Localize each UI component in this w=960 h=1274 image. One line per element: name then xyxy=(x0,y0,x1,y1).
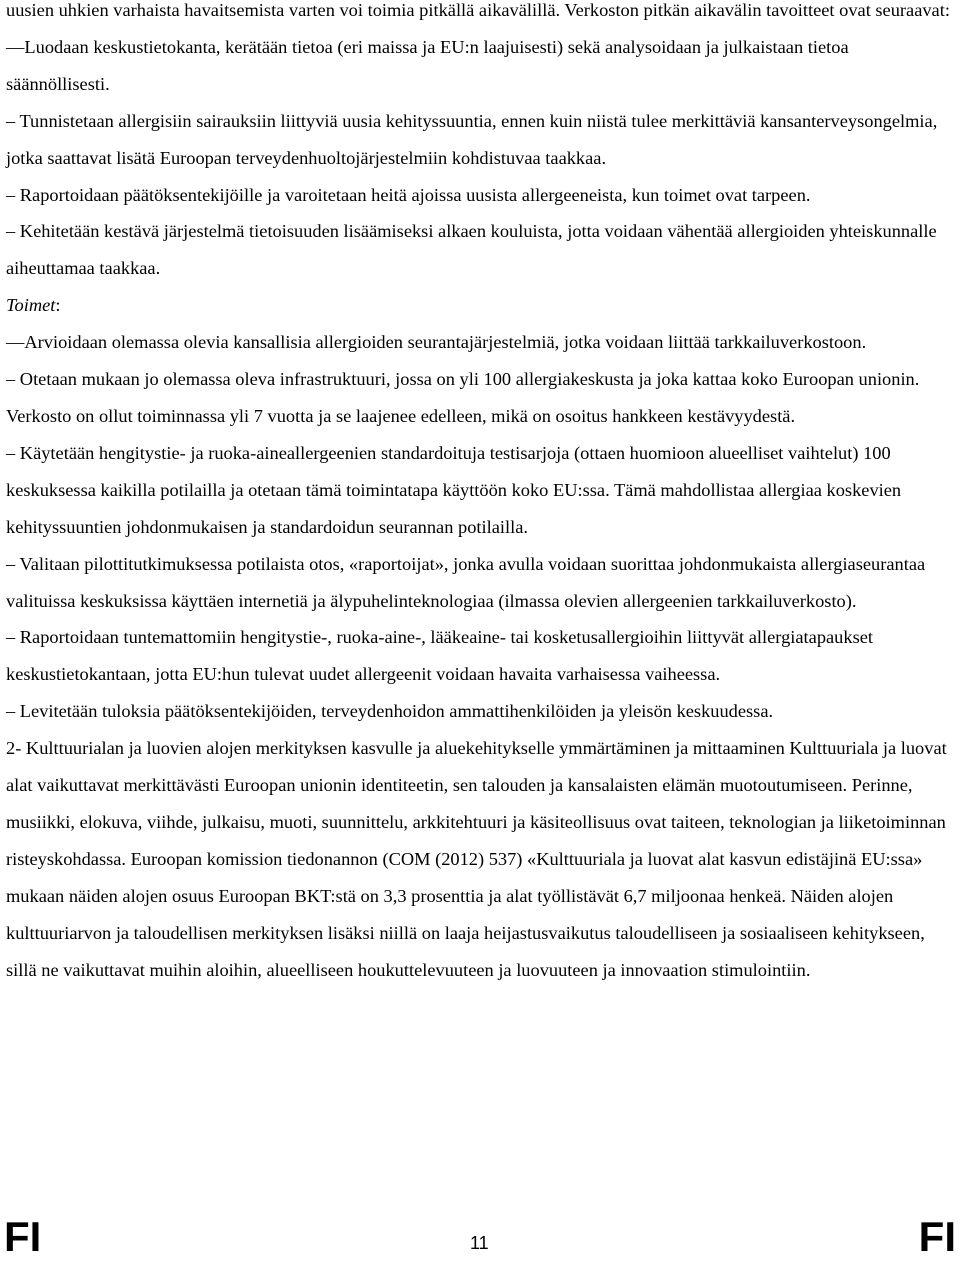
paragraph-pilot-study: – Valitaan pilottitutkimuksessa potilaista otos, «raportoijat», jonka avulla voidaan suorittaa johdonmukaista allergiaseurantaa valituissa keskuksissa käyttäen internetiä ja älypuhelinteknologiaa (ilmassa olevien allergeenien tarkkailuverkosto). xyxy=(6,553,926,611)
footer-language-code-right: FI xyxy=(918,1213,956,1260)
paragraph-infrastructure: – Otetaan mukaan jo olemassa oleva infrastruktuuri, jossa on yli 100 allergiakeskusta ja joka kattaa koko Euroopan unionin. Verkosto on ollut toiminnassa yli 7 vuotta ja se laajenee edelleen, mikä on osoitus hankkeen kestävyydestä. xyxy=(6,369,920,426)
paragraph-report-unknown-allergies: – Raportoidaan tuntemattomiin hengitystie-, ruoka-aine-, lääkeaine- tai kosketusallergioihin liittyvät allergiatapaukset keskustietokantaan, jotta EU:hun tulevat uudet allergeenit voidaan havaita varhaisessa vaiheessa. xyxy=(6,627,873,685)
paragraph-awareness-system: – Kehitetään kestävä järjestelmä tietoisuuden lisäämiseksi alkaen kouluista, jotta voidaan vähentää allergioiden yhteiskunnalle aiheuttamaa taakkaa. xyxy=(6,221,937,279)
toimet-heading xyxy=(6,287,956,324)
paragraph-network-goals-intro: uusien uhkien varhaista havaitsemista varten voi toimia pitkällä aikavälillä. Verkoston pitkän aikavälin tavoitteet ovat seuraavat: xyxy=(6,0,950,20)
page-footer xyxy=(0,1212,960,1274)
paragraph-central-database: —Luodaan keskustietokanta, kerätään tietoa (eri maissa ja EU:n laajuisesti) sekä analysoidaan ja julkaistaan tietoa säännöllisesti. xyxy=(6,36,849,94)
paragraph-report-decision-makers: – Raportoidaan päätöksentekijöille ja varoitetaan heitä ajoissa uusista allergeeneista, kun toimet ovat tarpeen. xyxy=(6,184,811,205)
toimet-label: Toimet xyxy=(6,295,56,316)
toimet-colon: : xyxy=(55,295,61,316)
document-page xyxy=(6,0,956,988)
paragraph-identify-trends: – Tunnistetaan allergisiin sairauksiin liittyviä uusia kehityssuuntia, ennen kuin niistä tulee merkittäviä kansanterveysongelmia, jotka saattavat lisätä Euroopan terveydenhuoltojärjestelmiin kohdistuvaa taakkaa. xyxy=(6,110,938,168)
paragraph-evaluate-systems: —Arvioidaan olemassa olevia kansallisia allergioiden seurantajärjestelmiä, jotka voidaan liittää tarkkailuverkostoon. xyxy=(6,332,867,353)
paragraph-standardized-tests: – Käytetään hengitystie- ja ruoka-aineallergeenien standardoituja testisarjoja (ottaen huomioon alueelliset vaihtelut) 100 keskuksessa kaikilla potilailla ja otetaan tämä toimintatapa käyttöön koko EU:ssa. Tämä mahdollistaa allergiaa koskevien kehityssuuntien johdonmukaisen ja standardoidun seurannan potilailla. xyxy=(6,442,902,537)
paragraph-disseminate-results: – Levitetään tuloksia päätöksentekijöiden, terveydenhoidon ammattihenkilöiden ja yleisön keskuudessa. xyxy=(6,701,774,722)
paragraph-cultural-sector: 2- Kulttuurialan ja luovien alojen merkityksen kasvulle ja aluekehitykselle ymmärtäminen ja mittaaminen Kulttuuriala ja luovat alat vaikuttavat merkittävästi Euroopan unionin identiteetin, sen talouden ja kansalaisten elämän muotoutumiseen. Perinne, musiikki, elokuva, viihde, julkaisu, muoti, suunnittelu, arkkitehtuuri ja käsiteollisuus ovat taiteen, teknologian ja liiketoiminnan risteyskohdassa. Euroopan komission tiedonannon (COM (2012) 537) «Kulttuuriala ja luovat alat kasvun edistäjinä EU:ssa» mukaan näiden alojen osuus Euroopan BKT:stä on 3,3 prosenttia ja alat työllistävät 6,7 miljoonaa henkeä. Näiden alojen kulttuuriarvon ja taloudellisen merkityksen lisäksi niillä on laaja heijastusvaikutus taloudelliseen ja sosiaaliseen kehitykseen, sillä ne vaikuttavat muihin aloihin, alueelliseen houkuttelevuuteen ja luovuuteen ja innovaation stimulointiin. xyxy=(6,738,947,980)
page-number: 11 xyxy=(470,1233,489,1253)
footer-language-code-left: FI xyxy=(4,1213,42,1260)
